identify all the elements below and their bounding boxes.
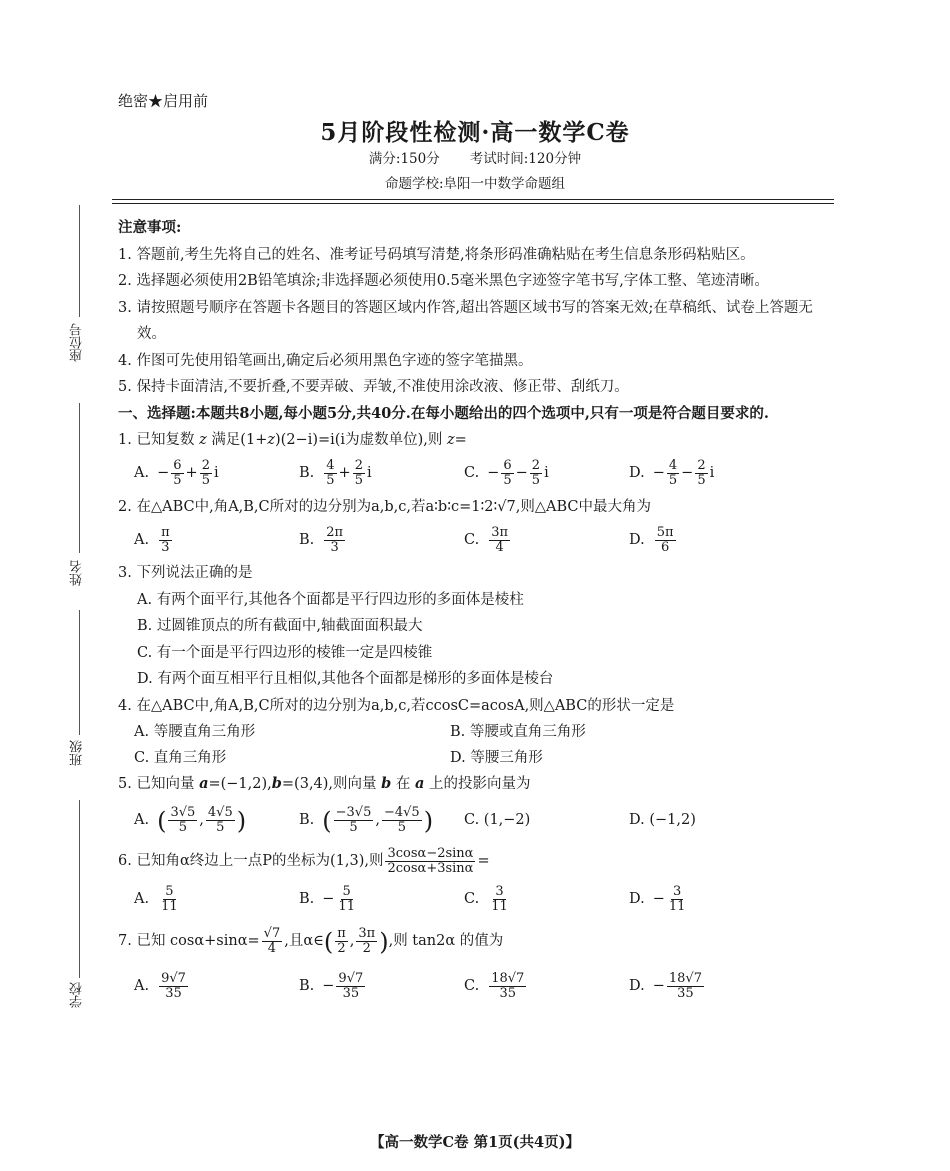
option-c: C. − $\frac{6}{5}$ − $\frac{2}{5}$ i [464, 458, 549, 488]
notice-item: 5. 保持卡面清洁,不要折叠,不要弄破、弄皱,不准使用涂改液、修正带、刮纸刀。 [118, 379, 629, 395]
option-d: D. − $\frac{18√7}{35}$ [629, 971, 702, 1001]
exam-school: 命题学校:阜阳一中数学命题组 [384, 176, 566, 192]
option-a: A. 等腰直角三角形 [134, 723, 256, 740]
option-b: B. 等腰或直角三角形 [450, 723, 586, 740]
page-title: 5月阶段性检测·高一数学C卷 [320, 119, 630, 146]
notice-item: 2. 选择题必须使用2B铅笔填涂;非选择题必须使用0.5毫米黑色字迹签字笔书写,字体工整、笔迹清晰。 [118, 273, 769, 289]
exam-content [118, 215, 838, 1010]
option-b: B. − $\frac{9√7}{35}$ [299, 971, 364, 1001]
question-4-options-row1 [118, 719, 838, 745]
option-c: C. 直角三角形 [134, 749, 227, 766]
option-c: C. $\frac{3}{11}$ [464, 884, 508, 914]
sidebar-line [79, 403, 80, 553]
page-footer: 【高一数学C卷 第1页(共4页)】 [370, 1134, 580, 1151]
option-b: B. − $\frac{5}{11}$ [299, 884, 355, 914]
exam-time: 考试时间:120分钟 [469, 151, 582, 167]
sidebar-line [79, 610, 80, 735]
sidebar-class-label: 班级 [70, 740, 85, 766]
option-b: B. ( $\frac{-3√5}{5}$ , $\frac{-4√5}{5}$ ) [299, 805, 434, 835]
option-a: A. $\frac{\pi}{3}$ [134, 524, 170, 555]
option-c: C. 有一个面是平行四边形的棱锥一定是四棱锥 [137, 644, 433, 661]
question-6-stem: 6. 已知角α终边上一点P的坐标为(1,3),则 $\frac{3\cos\alpha-2\sin\alpha}{2\cos\alpha+3\sin\alpha}$ = [118, 846, 490, 876]
sidebar-school-label: 学校 [70, 982, 85, 1008]
option-a: A. ( $\frac{3√5}{5}$ , $\frac{4√5}{5}$ ) [134, 805, 247, 835]
question-4-options-row2 [118, 745, 838, 771]
option-d: D. (−1,2) [629, 812, 696, 829]
option-a: A. − $\frac{6}{5}$ + $\frac{2}{5}$ i [134, 458, 219, 488]
header-rule-thick [112, 199, 834, 200]
option-a: A. $\frac{9√7}{35}$ [134, 971, 186, 1001]
option-c: C. (1,−2) [464, 812, 531, 829]
option-b: B. $\frac{4}{5}$ + $\frac{2}{5}$ i [299, 458, 372, 488]
option-d: D. − $\frac{3}{11}$ [629, 884, 686, 914]
question-3-stem: 3. 下列说法正确的是 [118, 565, 253, 581]
option-a: A. 有两个面平行,其他各个面都是平行四边形的多面体是棱柱 [137, 591, 524, 608]
option-d: D. 有两个面互相平行且相似,其他各个面都是梯形的多面体是棱台 [137, 671, 554, 687]
notice-item: 4. 作图可先使用铅笔画出,确定后必须用黑色字迹的签字笔描黑。 [118, 352, 533, 369]
option-c: C. $\frac{3\pi}{4}$ [464, 524, 509, 555]
option-b: B. $\frac{2\pi}{3}$ [299, 524, 344, 555]
question-5-stem: 5. 已知向量 a=(−1,2),b=(3,4),则向量 b 在 a 上的投影向量为 [118, 775, 531, 792]
option-d: D. 等腰三角形 [450, 749, 543, 766]
question-2-stem: 2. 在△ABC中,角A,B,C所对的边分别为a,b,c,若a∶b∶c=1∶2∶√7,则△ABC中最大角为 [118, 498, 651, 515]
full-score: 满分:150分 [368, 151, 440, 167]
question-6-options [118, 880, 838, 920]
question-1-stem: 1. 已知复数 z 满足(1+z)(2−i)=i(i为虚数单位),则 z= [118, 432, 467, 448]
option-b: B. 过圆锥顶点的所有截面中,轴截面面积最大 [137, 618, 423, 634]
notice-heading: 注意事项: [118, 219, 182, 236]
notice-item: 3. 请按照题号顺序在答题卡各题目的答题区域内作答,超出答题区域书写的答案无效;在草稿纸、试卷上答题无效。 [118, 299, 813, 342]
header-rule-thin [112, 203, 834, 204]
sidebar-line [79, 800, 80, 978]
option-a: A. $\frac{5}{11}$ [134, 884, 178, 914]
question-1-options [118, 454, 838, 494]
sidebar-line [79, 205, 80, 317]
sidebar-name-label: 姓名 [70, 560, 85, 586]
option-c: C. $\frac{18√7}{35}$ [464, 971, 525, 1001]
question-7-stem: 7. 已知 cosα+sinα= $\frac{√7}{4}$ ,且α∈ ( $\frac{\pi}{2}$ , $\frac{3\pi}{2}$ ) ,则 tan2α 的值为 [118, 926, 504, 956]
question-5-options [118, 798, 838, 844]
notice-item: 1. 答题前,考生先将自己的姓名、准考证号码填写清楚,将条形码准确粘贴在考生信息条形码粘贴区。 [118, 246, 755, 263]
sidebar-seat-label: 座位号 [70, 323, 85, 363]
question-2-options [118, 520, 838, 560]
confidential-label: 绝密★启用前 [118, 92, 209, 110]
option-d: D. − $\frac{4}{5}$ − $\frac{2}{5}$ i [629, 458, 715, 488]
option-d: D. $\frac{5\pi}{6}$ [629, 524, 674, 555]
section-heading: 一、选择题:本题共8小题,每小题5分,共40分.在每小题给出的四个选项中,只有一项是符合题目要求的. [118, 404, 769, 422]
exam-meta [0, 147, 950, 167]
question-7-options [118, 964, 838, 1010]
question-4-stem: 4. 在△ABC中,角A,B,C所对的边分别为a,b,c,若ccosC=acosA,则△ABC的形状一定是 [118, 697, 675, 714]
